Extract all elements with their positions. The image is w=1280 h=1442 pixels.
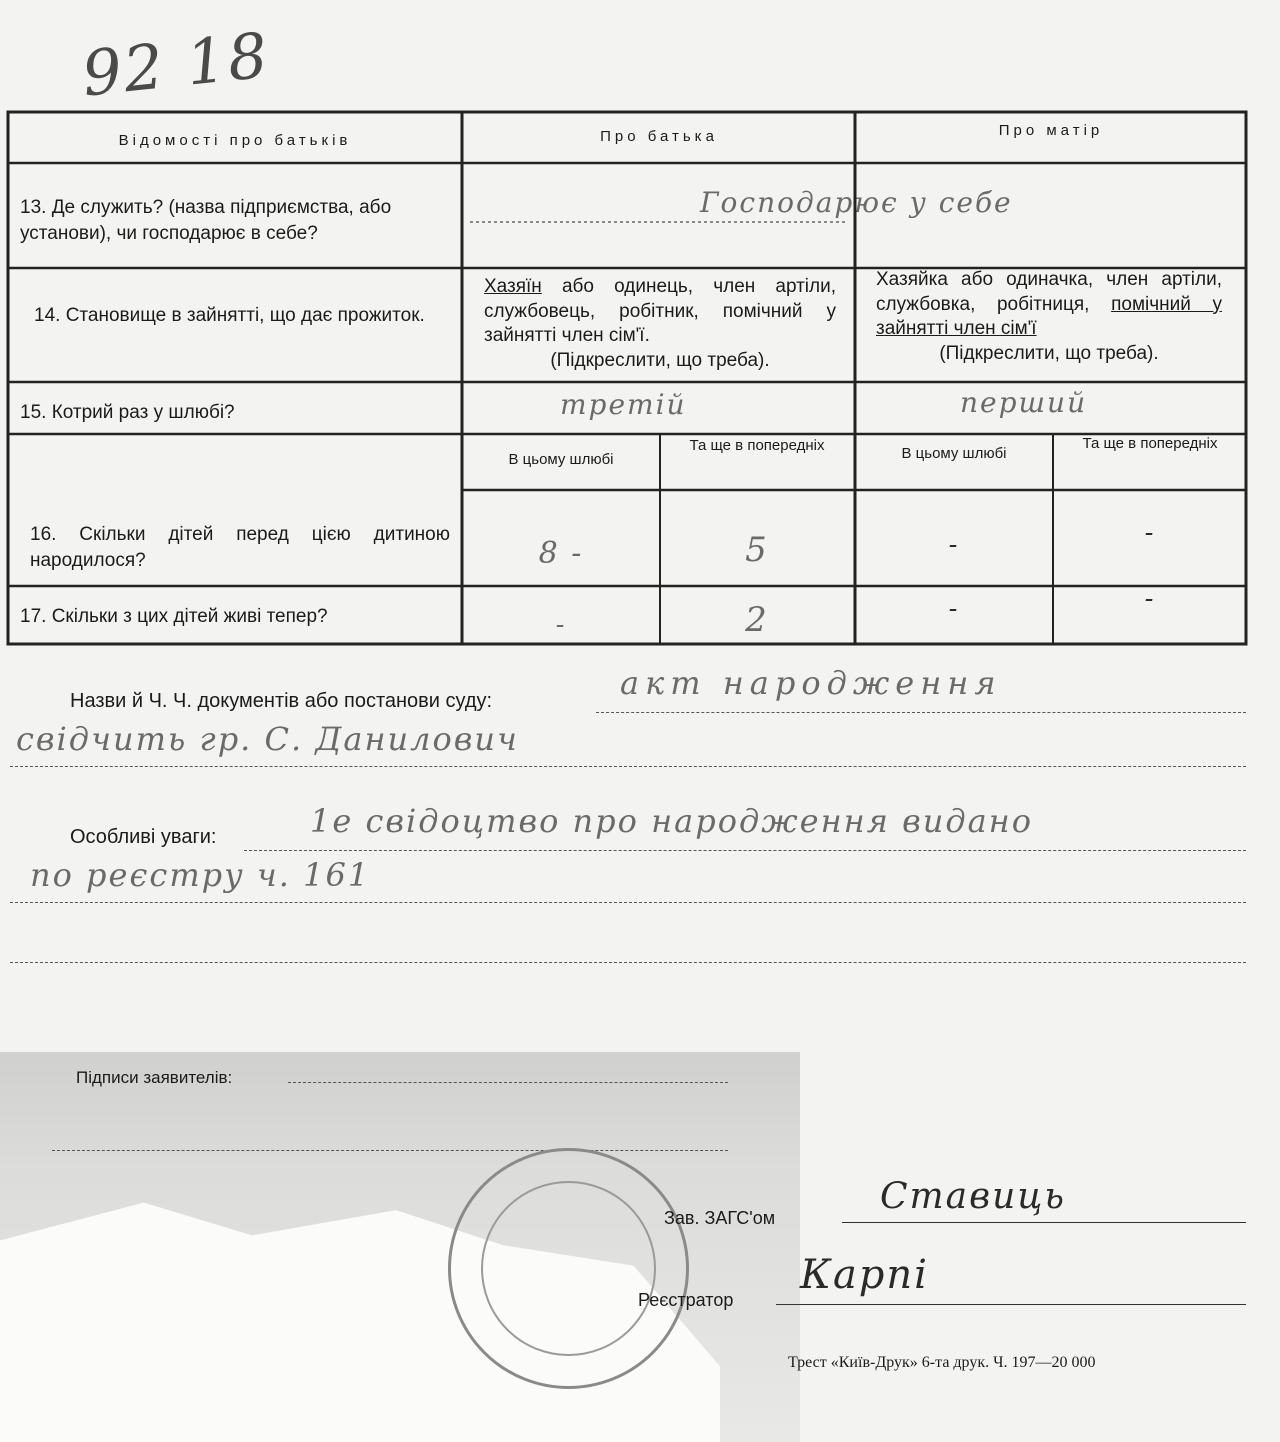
- documents-line-2: [10, 766, 1246, 767]
- q15-mother-answer: перший: [960, 386, 1088, 419]
- q16-mother-this: -: [948, 530, 960, 560]
- documents-value-line-1: акт народження: [620, 664, 1002, 702]
- q14-father-options-rest: або одинець, член артіли, службовець, робітник, помічний у зайнятті член сім'ї.: [484, 276, 837, 347]
- documents-line-1: [596, 712, 1246, 713]
- q16-father-previous: 5: [745, 530, 769, 570]
- q17-father-this: -: [555, 610, 567, 640]
- q16-mother-previous: -: [1144, 518, 1156, 548]
- applicants-signatures-label: Підписи заявителів:: [76, 1068, 233, 1087]
- q16-father-this: 8 -: [538, 536, 584, 571]
- zags-head-signature-line: [842, 1222, 1246, 1223]
- q16-label: 16. Скільки дітей перед цією дитиною народилося?: [30, 524, 450, 571]
- q13-label: 13. Де служить? (назва підприємства, або установи), чи господарює в себе?: [20, 197, 392, 244]
- zags-head-label: Зав. ЗАГС'ом: [664, 1208, 776, 1228]
- documents-value-line-2: свідчить гр. С. Данилович: [16, 720, 519, 758]
- q15-father-answer: третій: [560, 388, 687, 421]
- q14-mother-note: (Підкреслити, що треба).: [939, 343, 1159, 365]
- remarks-label: Особливі уваги:: [70, 826, 217, 848]
- applicants-line-2: [52, 1150, 728, 1151]
- remarks-value-line-1: 1е свідоцтво про народження видано: [310, 802, 1034, 840]
- registrar-label: Реєстратор: [638, 1290, 734, 1310]
- printer-imprint: Трест «Київ-Друк» 6-та друк. Ч. 197—20 000: [788, 1354, 1096, 1371]
- q14-label: 14. Становище в зайнятті, що дає прожиток.: [34, 305, 425, 326]
- remarks-line-1: [244, 850, 1246, 851]
- remarks-line-3: [10, 962, 1246, 963]
- subheader-father-this-marriage: В цьому шлюбі: [508, 451, 614, 468]
- registrar-signature: Карпі: [800, 1252, 929, 1298]
- subheader-father-previous: Та ще в попередніх: [689, 437, 825, 454]
- registrar-signature-line: [776, 1304, 1246, 1305]
- header-about-father: Про батька: [600, 128, 718, 145]
- remarks-line-2: [10, 902, 1246, 903]
- q14-father-note: (Підкреслити, що треба).: [550, 350, 770, 372]
- q14-father-selected-option: Хазяїн: [484, 276, 542, 297]
- zags-head-signature: Ставиць: [880, 1176, 1067, 1217]
- q14-mother-options-start: Хазяйка або одиначка, член артіли, службовка, робітниця,: [876, 269, 1222, 315]
- q14-father-options: [484, 275, 836, 374]
- applicants-line-1: [288, 1082, 728, 1083]
- subheader-mother-previous: Та ще в попередніх: [1082, 435, 1218, 452]
- subheader-mother-this-marriage: В цьому шлюбі: [901, 445, 1007, 462]
- q14-mother-options: [876, 268, 1222, 367]
- q13-father-answer: Господарює у себе: [700, 186, 1013, 219]
- documents-label: Назви й Ч. Ч. документів або постанови суду:: [70, 690, 493, 712]
- q15-label: 15. Котрий раз у шлюбі?: [20, 402, 235, 423]
- remarks-value-line-2: по реєстру ч. 161: [30, 856, 371, 894]
- q17-mother-previous: -: [1144, 584, 1156, 614]
- official-stamp-seal: [448, 1148, 689, 1389]
- header-about-mother: Про матір: [998, 122, 1104, 139]
- header-parents-info: Відомості про батьків: [118, 132, 352, 149]
- q14-mother-selected-option: помічний у зайнятті член сім'ї: [876, 293, 1222, 340]
- q17-label: 17. Скільки з цих дітей живі тепер?: [20, 606, 328, 627]
- q17-father-previous: 2: [745, 600, 769, 640]
- q17-mother-this: -: [948, 594, 960, 624]
- archive-number: 92 18: [78, 18, 273, 111]
